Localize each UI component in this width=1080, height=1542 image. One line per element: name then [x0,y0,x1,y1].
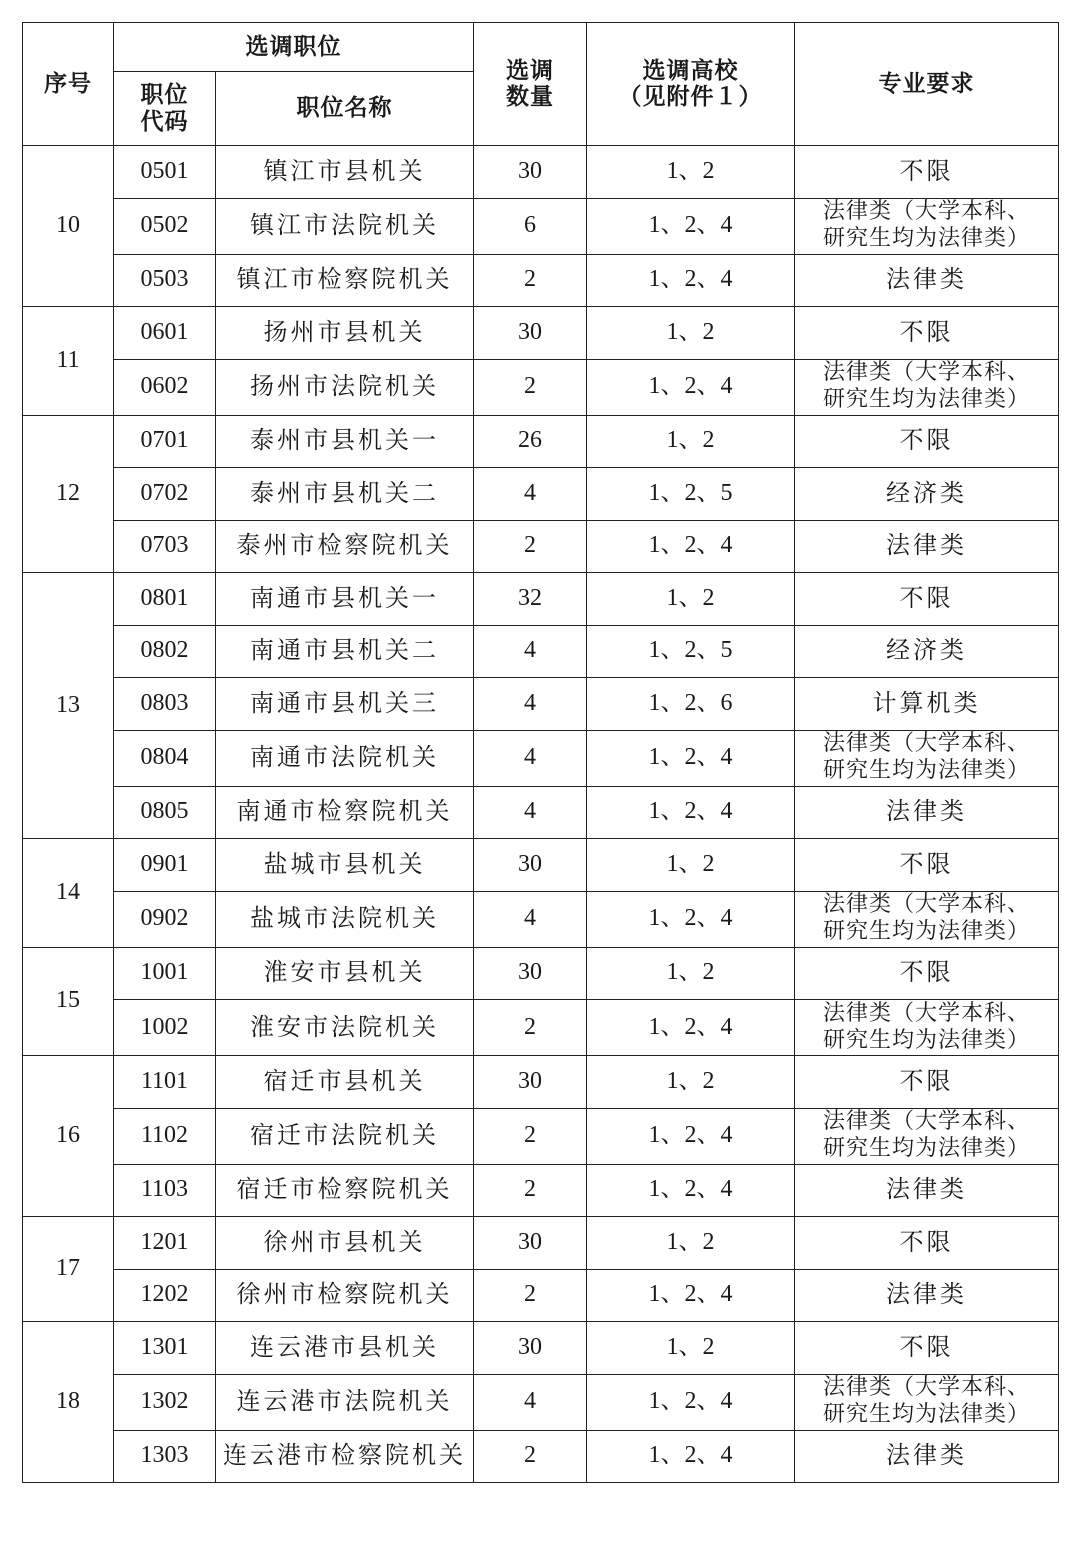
major-cell: 不限 [795,1322,1059,1375]
header-row-top [23,23,1059,72]
major-cell: 法律类 [795,254,1059,307]
major-cell: 不限 [795,146,1059,199]
major-cell: 法律类 [795,520,1059,573]
major-line-1: 法律类（大学本科、 [822,1375,1030,1401]
major-cell: 法律类 [795,786,1059,839]
schools-cell: 1、2 [587,573,795,626]
seq-cell: 18 [23,1322,114,1483]
major-cell [795,198,1059,254]
schools-cell: 1、2、6 [587,678,795,731]
code-cell: 1303 [114,1430,216,1483]
position-name-cell: 南通市检察院机关 [216,786,474,839]
major-cell: 不限 [795,947,1059,1000]
table-row [23,786,1059,839]
count-cell: 4 [474,468,587,521]
table-row [23,146,1059,199]
position-name-cell: 连云港市法院机关 [216,1374,474,1430]
count-cell: 4 [474,625,587,678]
seq-cell: 15 [23,947,114,1056]
count-cell: 30 [474,1217,587,1270]
positions-table [22,22,1059,1483]
schools-cell: 1、2、5 [587,625,795,678]
major-cell: 计算机类 [795,678,1059,731]
header-position-group: 选调职位 [114,23,474,72]
position-name-cell: 南通市法院机关 [216,730,474,786]
code-cell: 1103 [114,1164,216,1217]
seq-cell: 13 [23,573,114,839]
header-seq: 序号 [23,23,114,146]
code-cell: 0701 [114,415,216,468]
seq-cell: 11 [23,307,114,416]
position-name-cell: 连云港市检察院机关 [216,1430,474,1483]
header-schools-line1: 选调高校 [642,57,739,84]
major-cell: 不限 [795,573,1059,626]
count-cell: 30 [474,1322,587,1375]
schools-cell: 1、2 [587,146,795,199]
code-cell: 1302 [114,1374,216,1430]
position-name-cell: 镇江市法院机关 [216,198,474,254]
header-code-line2: 代码 [140,108,189,135]
major-cell: 经济类 [795,625,1059,678]
schools-cell: 1、2、4 [587,1374,795,1430]
table-row [23,1108,1059,1164]
position-name-cell: 盐城市法院机关 [216,891,474,947]
schools-cell: 1、2、4 [587,730,795,786]
count-cell: 30 [474,947,587,1000]
major-line-1: 法律类（大学本科、 [822,1000,1030,1026]
position-name-cell: 泰州市县机关一 [216,415,474,468]
table-row [23,1374,1059,1430]
count-cell: 2 [474,254,587,307]
count-cell: 30 [474,146,587,199]
table-row [23,1000,1059,1056]
code-cell: 0804 [114,730,216,786]
schools-cell: 1、2、4 [587,198,795,254]
seq-cell: 16 [23,1056,114,1217]
position-name-cell: 镇江市县机关 [216,146,474,199]
position-name-cell: 淮安市县机关 [216,947,474,1000]
header-count [474,23,587,146]
major-cell: 法律类 [795,1164,1059,1217]
position-name-cell: 泰州市检察院机关 [216,520,474,573]
table-row [23,520,1059,573]
count-cell: 30 [474,1056,587,1109]
table-row [23,415,1059,468]
major-cell: 法律类 [795,1430,1059,1483]
count-cell: 4 [474,891,587,947]
position-name-cell: 南通市县机关二 [216,625,474,678]
schools-cell: 1、2、4 [587,1000,795,1056]
header-major: 专业要求 [795,23,1059,146]
schools-cell: 1、2、4 [587,891,795,947]
count-cell: 2 [474,520,587,573]
code-cell: 0902 [114,891,216,947]
code-cell: 0901 [114,839,216,892]
major-line-2: 研究生均为法律类） [822,387,1030,412]
major-cell: 不限 [795,1056,1059,1109]
count-cell: 4 [474,786,587,839]
major-cell: 不限 [795,1217,1059,1270]
major-cell: 经济类 [795,468,1059,521]
table-row [23,947,1059,1000]
schools-cell: 1、2 [587,947,795,1000]
schools-cell: 1、2、4 [587,1269,795,1322]
position-name-cell: 南通市县机关一 [216,573,474,626]
count-cell: 2 [474,1108,587,1164]
code-cell: 0601 [114,307,216,360]
schools-cell: 1、2、4 [587,1164,795,1217]
code-cell: 0803 [114,678,216,731]
count-cell: 4 [474,1374,587,1430]
position-name-cell: 泰州市县机关二 [216,468,474,521]
code-cell: 1001 [114,947,216,1000]
table-row [23,1269,1059,1322]
major-line-2: 研究生均为法律类） [822,1027,1030,1053]
schools-cell: 1、2 [587,839,795,892]
position-name-cell: 宿迁市法院机关 [216,1108,474,1164]
code-cell: 1101 [114,1056,216,1109]
header-name: 职位名称 [216,72,474,146]
major-line-2: 研究生均为法律类） [822,758,1030,783]
major-line-2: 研究生均为法律类） [822,1136,1030,1161]
schools-cell: 1、2、4 [587,1430,795,1483]
count-cell: 26 [474,415,587,468]
position-name-cell: 淮安市法院机关 [216,1000,474,1056]
schools-cell: 1、2、4 [587,359,795,415]
code-cell: 1002 [114,1000,216,1056]
code-cell: 1202 [114,1269,216,1322]
major-cell: 不限 [795,307,1059,360]
table-row [23,307,1059,360]
schools-cell: 1、2 [587,307,795,360]
schools-cell: 1、2、4 [587,786,795,839]
code-cell: 0501 [114,146,216,199]
count-cell: 4 [474,730,587,786]
table-row [23,198,1059,254]
table-row [23,1322,1059,1375]
schools-cell: 1、2 [587,415,795,468]
table-row [23,839,1059,892]
code-cell: 0503 [114,254,216,307]
header-schools-line2: （见附件１） [618,84,763,110]
table-row [23,891,1059,947]
count-cell: 2 [474,359,587,415]
header-code-line1: 职位 [140,82,189,109]
schools-cell: 1、2 [587,1056,795,1109]
count-cell: 2 [474,1000,587,1056]
code-cell: 0703 [114,520,216,573]
code-cell: 0702 [114,468,216,521]
position-name-cell: 南通市县机关三 [216,678,474,731]
code-cell: 1201 [114,1217,216,1270]
code-cell: 0805 [114,786,216,839]
major-line-1: 法律类（大学本科、 [822,1109,1030,1135]
count-cell: 32 [474,573,587,626]
major-cell [795,891,1059,947]
header-code [114,72,216,146]
code-cell: 0502 [114,198,216,254]
position-name-cell: 扬州市法院机关 [216,359,474,415]
major-cell [795,730,1059,786]
schools-cell: 1、2、4 [587,254,795,307]
table-row [23,1164,1059,1217]
count-cell: 6 [474,198,587,254]
header-count-line2: 数量 [506,84,554,110]
code-cell: 0802 [114,625,216,678]
major-line-1: 法律类（大学本科、 [822,199,1030,225]
table-row [23,678,1059,731]
position-name-cell: 盐城市县机关 [216,839,474,892]
schools-cell: 1、2 [587,1322,795,1375]
major-cell: 不限 [795,415,1059,468]
table-row [23,1056,1059,1109]
seq-cell: 10 [23,146,114,307]
table-row [23,1217,1059,1270]
position-name-cell: 镇江市检察院机关 [216,254,474,307]
major-line-2: 研究生均为法律类） [822,1402,1030,1427]
table-body [23,146,1059,1483]
code-cell: 1301 [114,1322,216,1375]
seq-cell: 12 [23,415,114,573]
schools-cell: 1、2 [587,1217,795,1270]
major-cell: 不限 [795,839,1059,892]
count-cell: 2 [474,1430,587,1483]
table-row [23,730,1059,786]
table-row [23,359,1059,415]
header-schools [587,23,795,146]
major-line-2: 研究生均为法律类） [822,226,1030,251]
major-line-1: 法律类（大学本科、 [822,731,1030,757]
major-cell [795,1000,1059,1056]
major-cell: 法律类 [795,1269,1059,1322]
schools-cell: 1、2、5 [587,468,795,521]
major-cell [795,1108,1059,1164]
code-cell: 0801 [114,573,216,626]
count-cell: 30 [474,307,587,360]
seq-cell: 14 [23,839,114,948]
position-name-cell: 连云港市县机关 [216,1322,474,1375]
major-cell [795,1374,1059,1430]
position-name-cell: 徐州市县机关 [216,1217,474,1270]
code-cell: 1102 [114,1108,216,1164]
count-cell: 2 [474,1269,587,1322]
code-cell: 0602 [114,359,216,415]
position-name-cell: 扬州市县机关 [216,307,474,360]
position-name-cell: 宿迁市检察院机关 [216,1164,474,1217]
schools-cell: 1、2、4 [587,1108,795,1164]
position-name-cell: 徐州市检察院机关 [216,1269,474,1322]
position-name-cell: 宿迁市县机关 [216,1056,474,1109]
seq-cell: 17 [23,1217,114,1322]
count-cell: 4 [474,678,587,731]
table-row [23,625,1059,678]
count-cell: 30 [474,839,587,892]
count-cell: 2 [474,1164,587,1217]
table-row [23,254,1059,307]
major-line-1: 法律类（大学本科、 [822,360,1030,386]
table-row [23,468,1059,521]
major-line-2: 研究生均为法律类） [822,919,1030,944]
table-row [23,1430,1059,1483]
table-row [23,573,1059,626]
schools-cell: 1、2、4 [587,520,795,573]
header-count-line1: 选调 [506,57,554,84]
major-line-1: 法律类（大学本科、 [822,892,1030,918]
major-cell [795,359,1059,415]
